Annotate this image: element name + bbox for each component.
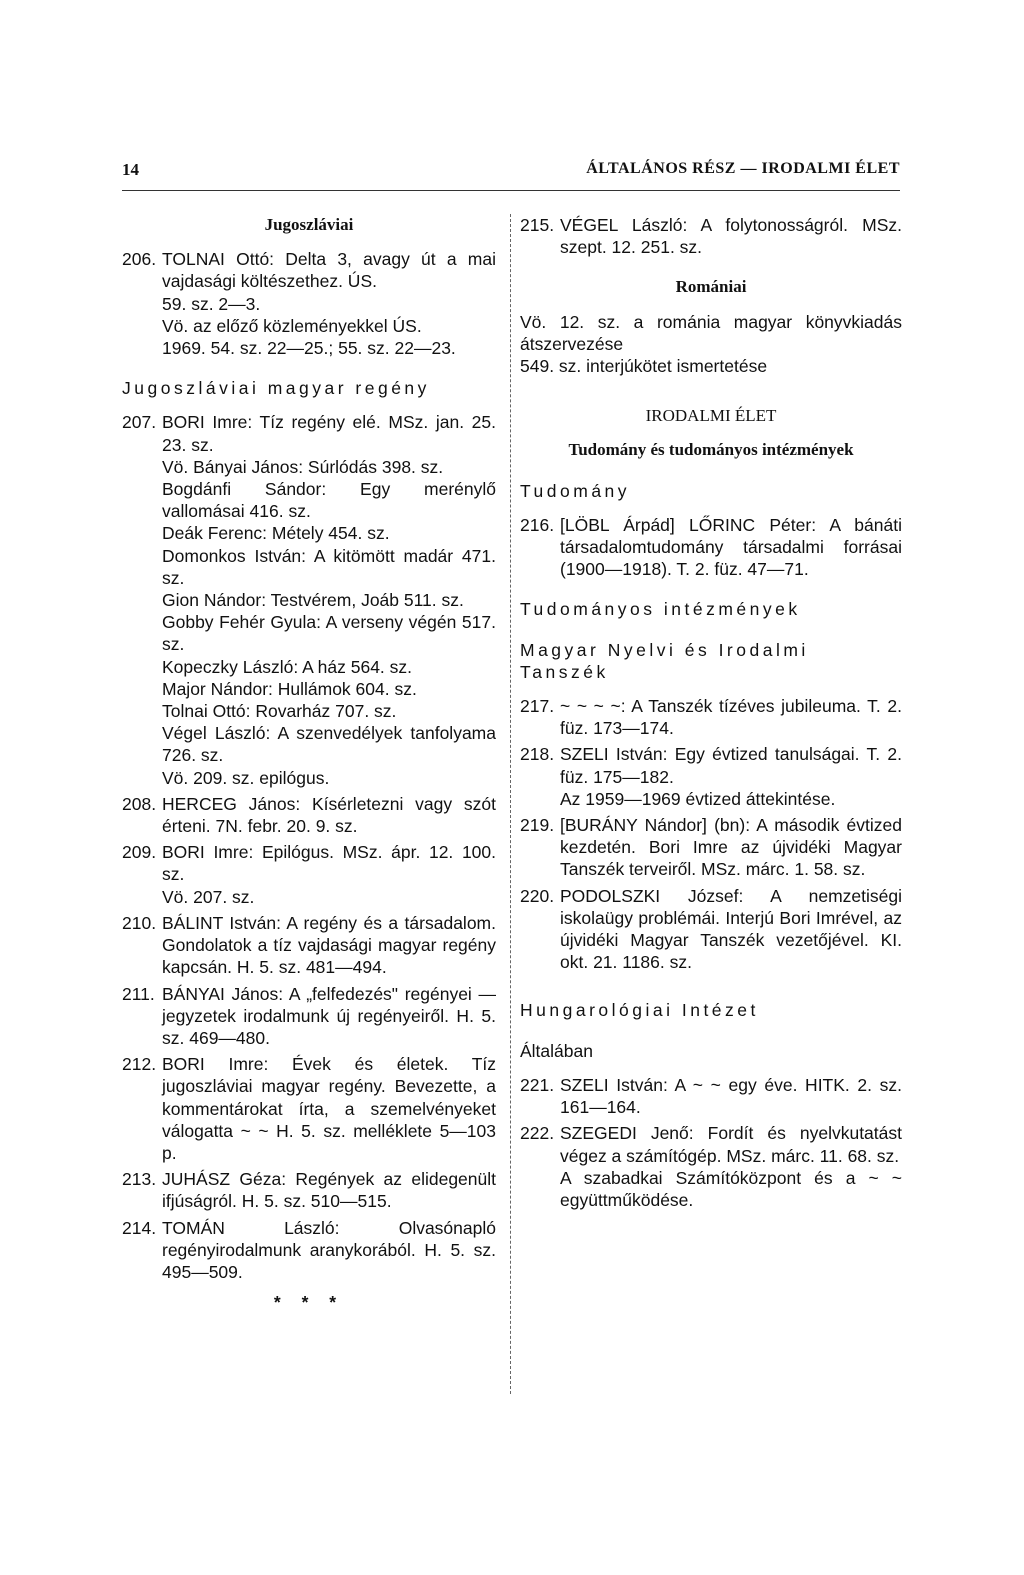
romaniai-note bbox=[520, 311, 902, 378]
entry-number: 219. bbox=[520, 815, 555, 836]
entry-number: 220. bbox=[520, 885, 555, 906]
page-header bbox=[122, 160, 900, 191]
section-title-tudomany: Tudomány és tudományos intézmények bbox=[568, 440, 854, 460]
entry-text: HERCEG János: Kísérletezni vagy szót érteni. 7N. febr. 20. 9. sz. bbox=[162, 793, 496, 837]
entry-212 bbox=[122, 1053, 496, 1164]
entry-number: 208. bbox=[122, 793, 157, 814]
entry-207 bbox=[122, 411, 496, 788]
entry-text: PODOLSZKI József: A nemzetiségi iskolaügy problémái. Interjú Bori Imrével, az újvidéki Magyar Tanszék vezetőjével. KI. okt. 21. 1186. sz. bbox=[560, 885, 902, 973]
entry-number: 213. bbox=[122, 1169, 157, 1190]
entry-number: 206. bbox=[122, 249, 157, 270]
subsection-title-regeny: Jugoszláviai magyar regény bbox=[122, 378, 430, 399]
entry-text: Gobby Fehér Gyula: A verseny végén 517. sz. bbox=[162, 612, 496, 655]
entry-number: 210. bbox=[122, 912, 157, 933]
entry-number: 211. bbox=[122, 983, 155, 1004]
entry-number: 222. bbox=[520, 1123, 555, 1144]
section-title-irodalmi-elet: IRODALMI ÉLET bbox=[645, 406, 777, 426]
entry-text: BORI Imre: Évek és életek. Tíz jugoszláviai magyar regény. Bevezette, a kommentárokat írta, a szemelvényeket válogatta ~ ~ H. 5. sz. melléklete 5—103 p. bbox=[162, 1054, 496, 1163]
entry-text: ~ ~ ~ ~: A Tanszék tízéves jubileuma. T. 2. füz. 173—174. bbox=[560, 696, 902, 739]
entry-number: 221. bbox=[520, 1074, 555, 1095]
entry-number: 218. bbox=[520, 744, 555, 765]
entry-text: Major Nándor: Hullámok 604. sz. bbox=[162, 678, 417, 699]
subsection-title-intezmenyek: Tudományos intézmények bbox=[520, 599, 801, 620]
entry-209 bbox=[122, 841, 496, 908]
entry-number: 214. bbox=[122, 1217, 157, 1238]
entry-text: SZEGEDI Jenő: Fordít és nyelvkutatást végez a számítógép. MSz. márc. 11. 68. sz. bbox=[560, 1123, 902, 1166]
note-text: Vö. 12. sz. a románia magyar könyvkiadás átszervezése bbox=[520, 311, 902, 354]
entry-211 bbox=[122, 983, 496, 1050]
entry-text: [LÖBL Árpád] LŐRINC Péter: A bánáti társadalomtudomány társadalmi forrásai (1900—1918). T. 2. füz. 47—71. bbox=[560, 514, 902, 580]
entry-219 bbox=[520, 814, 902, 881]
entry-text: TOLNAI Ottó: Delta 3, avagy út a mai vajdasági költészethez. ÚS. bbox=[162, 249, 496, 292]
entry-text: Vö. Bányai János: Súrlódás 398. sz. bbox=[162, 456, 444, 477]
entry-text: 59. sz. 2—3. bbox=[162, 293, 261, 314]
entry-text: JUHÁSZ Géza: Regények az elidegenült ifjúságról. H. 5. sz. 510—515. bbox=[162, 1169, 496, 1212]
entry-text: Gion Nándor: Testvérem, Joáb 511. sz. bbox=[162, 590, 464, 611]
left-column bbox=[122, 214, 496, 1313]
entry-206 bbox=[122, 248, 496, 359]
entry-text: Vö. 209. sz. epilógus. bbox=[162, 767, 330, 788]
entry-208 bbox=[122, 793, 496, 837]
entry-text: 1969. 54. sz. 22—25.; 55. sz. 22—23. bbox=[162, 338, 456, 359]
entry-number: 212. bbox=[122, 1054, 157, 1075]
entry-number: 215. bbox=[520, 215, 555, 235]
entry-number: 216. bbox=[520, 514, 555, 535]
subsection-title-altalaban: Általában bbox=[520, 1040, 593, 1061]
page-number: 14 bbox=[122, 160, 139, 179]
entry-text: VÉGEL László: A folytonosságról. MSz. szept. 12. 251. sz. bbox=[560, 215, 902, 258]
entry-221 bbox=[520, 1074, 902, 1118]
running-head: ÁLTALÁNOS RÉSZ — IRODALMI ÉLET bbox=[586, 160, 900, 177]
entry-218 bbox=[520, 743, 902, 810]
entry-text: Bogdánfi Sándor: Egy merénylő vallomásai 416. sz. bbox=[162, 479, 496, 522]
entry-text: [BURÁNY Nándor] (bn): A második évtized kezdetén. Bori Imre az újvidéki Magyar Tanszék terveiről. MSz. márc. 1. 58. sz. bbox=[560, 815, 902, 880]
entry-222 bbox=[520, 1122, 902, 1211]
entry-text: BORI Imre: Epilógus. MSz. ápr. 12. 100. sz. bbox=[162, 842, 496, 885]
entry-number: 217. bbox=[520, 696, 555, 717]
entry-text: Deák Ferenc: Métely 454. sz. bbox=[162, 523, 390, 544]
entry-text: Az 1959—1969 évtized áttekintése. bbox=[560, 788, 836, 809]
section-title-jugoszlaviai: Jugoszláviai bbox=[264, 215, 354, 234]
entry-text: Kopeczky László: A ház 564. sz. bbox=[162, 656, 413, 677]
entry-text: A szabadkai Számítóközpont és a ~ ~ együttműködése. bbox=[560, 1167, 902, 1210]
note-text: 549. sz. interjúkötet ismertetése bbox=[520, 356, 768, 377]
entry-220 bbox=[520, 885, 902, 974]
entry-215 bbox=[520, 214, 902, 258]
entry-text: BÁNYAI János: A „felfedezés" regényei — jegyzetek irodalmunk új regényeiről. H. 5. sz. 469—480. bbox=[162, 983, 496, 1048]
entry-text: SZELI István: Egy évtized tanulságai. T. 2. füz. 175—182. bbox=[560, 744, 902, 787]
subsection-title-hungarologiai: Hungarológiai Intézet bbox=[520, 1000, 759, 1021]
entry-number: 207. bbox=[122, 412, 157, 433]
entry-213 bbox=[122, 1168, 496, 1212]
entry-text: TOMÁN László: Olvasónapló regényirodalmunk aranykorából. H. 5. sz. 495—509. bbox=[162, 1217, 496, 1282]
entry-text: Domonkos István: A kitömött madár 471. sz. bbox=[162, 545, 496, 588]
right-column bbox=[520, 214, 902, 1215]
entry-text: SZELI István: A ~ ~ egy éve. HITK. 2. sz. 161—164. bbox=[560, 1074, 902, 1118]
entry-text: BORI Imre: Tíz regény elé. MSz. jan. 25. 23. sz. bbox=[162, 412, 496, 455]
entry-text: Tolnai Ottó: Rovarház 707. sz. bbox=[162, 701, 397, 722]
entry-text: Vö. 207. sz. bbox=[162, 886, 255, 907]
entry-216 bbox=[520, 514, 902, 581]
section-end-stars: * * * bbox=[273, 1292, 345, 1313]
entry-210 bbox=[122, 912, 496, 979]
entry-217 bbox=[520, 695, 902, 739]
section-title-romaniai: Romániai bbox=[675, 277, 747, 297]
entry-number: 209. bbox=[122, 842, 157, 863]
entry-text: Vö. az előző közleményekkel ÚS. bbox=[162, 315, 422, 336]
entry-text: BÁLINT István: A regény és a társadalom. Gondolatok a tíz vajdasági magyar regény kapcsán. H. 5. sz. 481—494. bbox=[162, 912, 496, 978]
subsection-title-tanszek: Magyar Nyelvi és Irodalmi Tanszék bbox=[520, 639, 809, 682]
column-divider bbox=[510, 214, 511, 1394]
entry-text: Végel László: A szenvedélyek tanfolyama 726. sz. bbox=[162, 723, 496, 766]
entry-214 bbox=[122, 1217, 496, 1284]
subsection-title-tudomany: Tudomány bbox=[520, 480, 631, 501]
